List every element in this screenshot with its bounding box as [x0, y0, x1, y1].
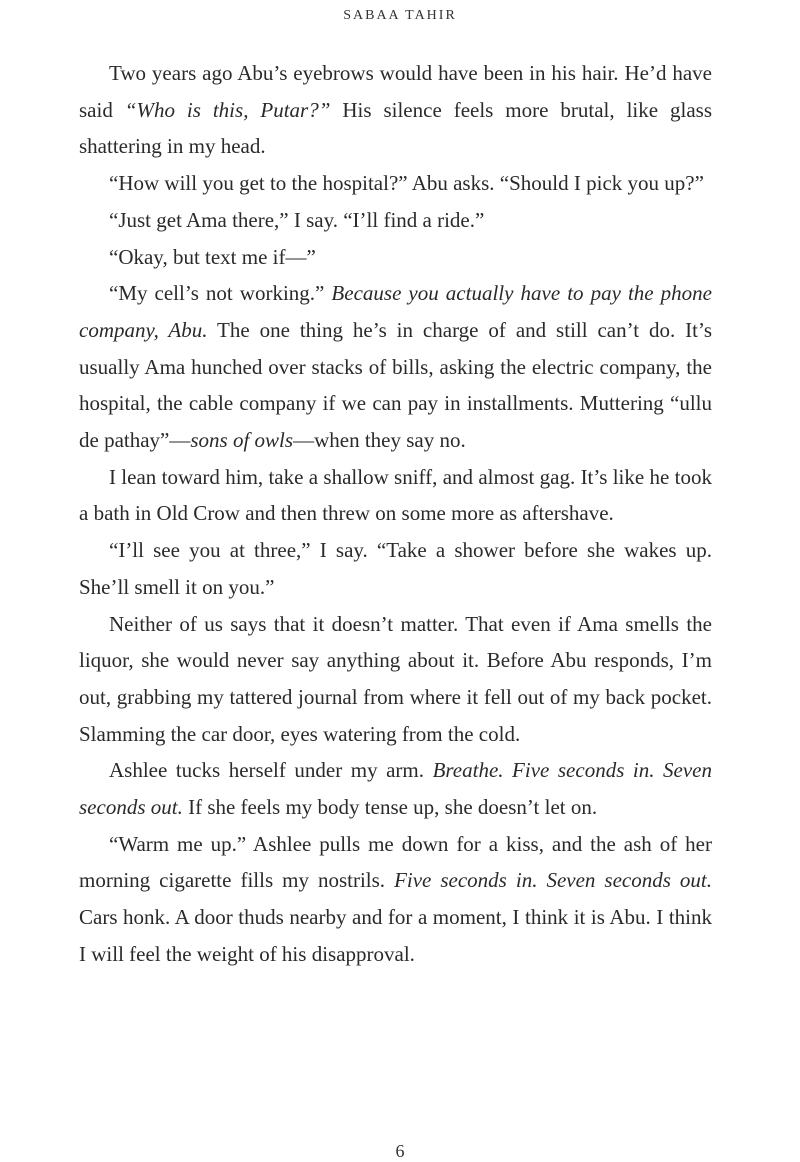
running-head: SABAA TAHIR — [343, 8, 457, 23]
text-run: “How will you get to the hospital?” Abu asks. “Should I pick you up?” — [109, 171, 704, 196]
text-run: “Warm me up.” Ashlee pulls me down for a kiss, and the ash of her morning cigarette fills my nostrils. — [79, 831, 712, 893]
paragraph — [79, 275, 712, 459]
text-run: I lean toward him, take a shallow sniff, and almost gag. It’s like he took a bath in Old Crow and then threw on some more as aftershave. — [79, 464, 712, 526]
text-run: Two years ago Abu’s eyebrows would have been in his hair. He’d have said — [79, 61, 712, 122]
italic-text: Because you actually have to pay the phone company, Abu. — [79, 281, 712, 342]
text-run: “I’ll see you at three,” I say. “Take a shower before she wakes up. She’ll smell it on you.” — [79, 538, 712, 599]
text-run: “My cell’s not working.” — [109, 281, 332, 306]
paragraph — [79, 165, 712, 202]
text-run: Neither of us says that it doesn’t matter. That even if Ama smells the liquor, she would never say anything about it. Before Abu responds, I’m out, grabbing my tattered journal from where it fell out of my back pocket. Slamming the car door, eyes watering from the cold. — [79, 611, 712, 746]
paragraph — [79, 606, 712, 753]
paragraph — [79, 239, 712, 276]
paragraph — [79, 826, 712, 973]
paragraph — [79, 202, 712, 239]
text-run: “Just get Ama there,” I say. “I’ll find a ride.” — [109, 207, 485, 232]
text-run: If she feels my body tense up, she doesn’t let on. — [182, 795, 598, 820]
italic-text: sons of owls — [190, 428, 294, 453]
page-number: 6 — [395, 1141, 405, 1161]
italic-text: “Who is this, Putar?” — [124, 97, 331, 122]
italic-text: Breathe. Five seconds in. Seven seconds out. — [79, 758, 712, 820]
text-run: Cars honk. A door thuds nearby and for a moment, I think it is Abu. I think I will feel the weight of his disapproval. — [79, 905, 712, 966]
paragraph — [79, 532, 712, 605]
paragraph — [79, 459, 712, 532]
text-run: Ashlee tucks herself under my arm. — [109, 758, 433, 783]
text-run: —when they say no. — [293, 428, 466, 453]
text-run: The one thing he’s in charge of and still can’t do. It’s usually Ama hunched over stacks of bills, asking the electric company, the hospital, the cable company if we can pay in installments. Muttering “ullu de pathay”— — [79, 317, 712, 453]
body-text — [79, 55, 712, 973]
text-run: His silence feels more brutal, like glass shattering in my head. — [79, 97, 712, 159]
paragraph — [79, 55, 712, 165]
italic-text: Five seconds in. Seven seconds out. — [394, 868, 712, 893]
text-run: “Okay, but text me if—” — [109, 244, 316, 269]
paragraph — [79, 752, 712, 825]
